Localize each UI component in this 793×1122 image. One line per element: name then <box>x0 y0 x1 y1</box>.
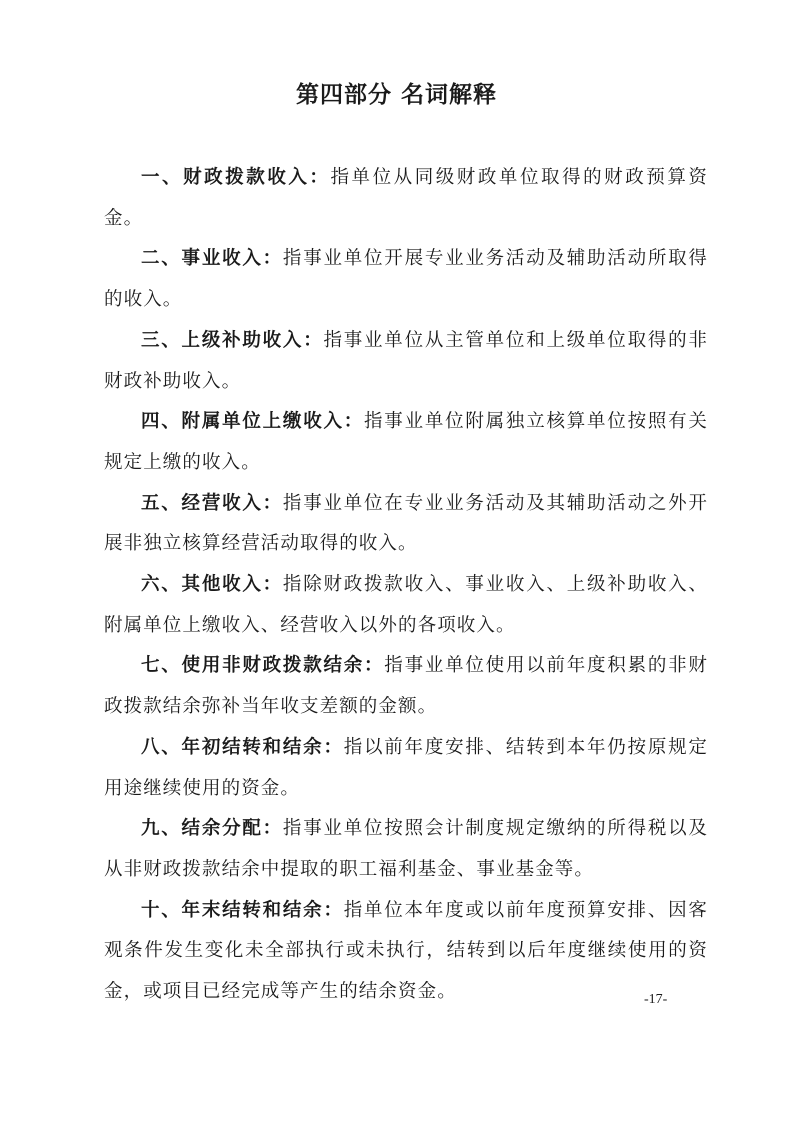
glossary-definition: 指以前年度安排、结转到本年仍按原规定用途继续使用的资金。 <box>104 736 708 799</box>
glossary-term: 五、经营收入： <box>141 492 283 514</box>
glossary-entry <box>104 321 708 402</box>
glossary-term: 二、事业收入： <box>141 248 283 270</box>
glossary-term: 八、年初结转和结余： <box>141 736 344 758</box>
glossary-term: 四、附属单位上缴收入： <box>141 411 365 433</box>
glossary-definition: 指事业单位开展专业业务活动及辅助活动所取得的收入。 <box>104 248 708 311</box>
glossary-term: 一、财政拨款收入： <box>141 167 331 188</box>
glossary-definition: 指事业单位在专业业务活动及其辅助活动之外开展非独立核算经营活动取得的收入。 <box>104 492 708 555</box>
glossary-definition: 指除财政拨款收入、事业收入、上级补助收入、附属单位上缴收入、经营收入以外的各项收入。 <box>104 574 708 636</box>
glossary-entry <box>104 891 708 1013</box>
glossary-entry <box>104 239 708 320</box>
glossary-definition: 指单位本年度或以前年度预算安排、因客观条件发生变化未全部执行或未执行，结转到以后年度继续使用的资金，或项目已经完成等产生的结余资金。 <box>104 899 708 1003</box>
glossary-term: 七、使用非财政拨款结余： <box>141 655 385 677</box>
glossary-entry <box>104 402 708 483</box>
glossary-term: 九、结余分配： <box>141 818 283 840</box>
page-number: -17- <box>644 992 668 1007</box>
glossary-content <box>104 158 708 1013</box>
glossary-definition: 指事业单位使用以前年度积累的非财政拨款结余弥补当年收支差额的金额。 <box>104 655 709 718</box>
glossary-entry <box>104 565 708 646</box>
glossary-entry <box>104 158 708 239</box>
glossary-definition: 指事业单位按照会计制度规定缴纳的所得税以及从非财政拨款结余中提取的职工福利基金、事业基金等。 <box>104 818 708 880</box>
glossary-definition: 指事业单位从主管单位和上级单位取得的非财政补助收入。 <box>104 329 708 392</box>
page-title: 第四部分 名词解释 <box>295 81 497 108</box>
glossary-term: 三、上级补助收入： <box>141 329 324 351</box>
glossary-entry <box>104 728 708 809</box>
glossary-entry <box>104 809 708 890</box>
glossary-term: 十、年末结转和结余： <box>141 899 344 921</box>
glossary-definition: 指事业单位附属独立核算单位按照有关规定上缴的收入。 <box>104 411 708 473</box>
glossary-entry <box>104 484 708 565</box>
glossary-definition: 指单位从同级财政单位取得的财政预算资金。 <box>104 167 708 229</box>
glossary-entry <box>104 646 708 727</box>
glossary-term: 六、其他收入： <box>141 574 283 596</box>
